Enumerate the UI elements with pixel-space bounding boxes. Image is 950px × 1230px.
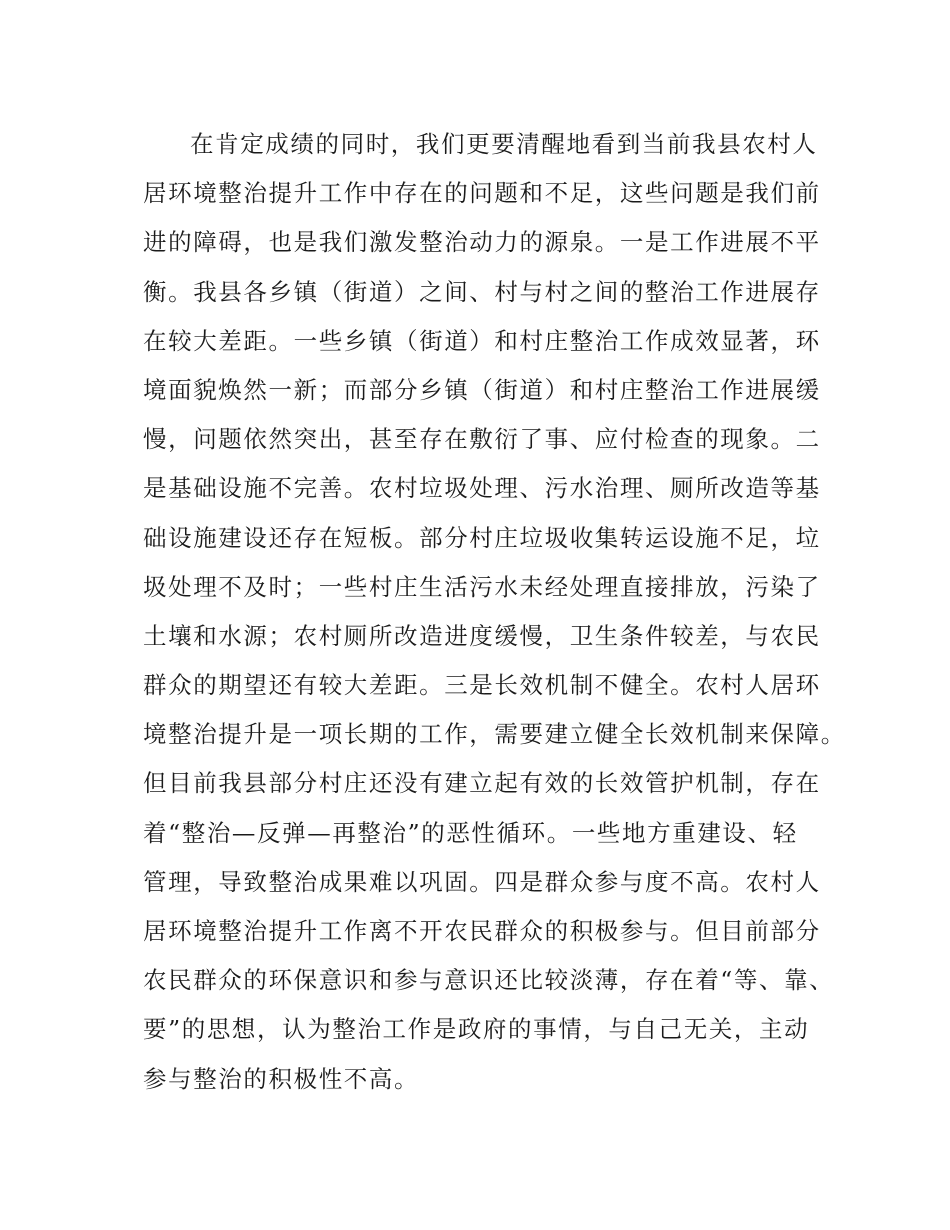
paragraph-line: 进的障碍，也是我们激发整治动力的源泉。一是工作进展不平	[143, 228, 821, 257]
paragraph-line: 圾处理不及时；一些村庄生活污水未经处理直接排放，污染了	[143, 572, 821, 601]
paragraph-line: 在较大差距。一些乡镇（街道）和村庄整治工作成效显著，环	[143, 326, 821, 355]
paragraph-line: 慢，问题依然突出，甚至存在敷衍了事、应付检查的现象。二	[143, 425, 821, 454]
body-paragraph	[143, 120, 846, 1104]
paragraph-line: 居环境整治提升工作离不开农民群众的积极参与。但目前部分	[143, 917, 821, 945]
paragraph-line: 着“整治—反弹—再整治”的恶性循环。一些地方重建设、轻	[143, 818, 798, 847]
paragraph-line: 境面貌焕然一新；而部分乡镇（街道）和村庄整治工作进展缓	[143, 375, 821, 404]
paragraph-line: 要”的思想，认为整治工作是政府的事情，与自己无关，主动	[143, 1015, 810, 1044]
paragraph-line: 土壤和水源；农村厕所改造进度缓慢，卫生条件较差，与农民	[143, 621, 821, 650]
paragraph-line: 农民群众的环保意识和参与意识还比较淡薄，存在着“等、靠、	[143, 966, 835, 995]
paragraph-line: 参与整治的积极性不高。	[143, 1064, 420, 1093]
paragraph-line: 群众的期望还有较大差距。三是长效机制不健全。农村人居环	[143, 671, 821, 700]
paragraph-line: 但目前我县部分村庄还没有建立起有效的长效管护机制，存在	[143, 769, 821, 798]
paragraph-line: 础设施建设还存在短板。部分村庄垃圾收集转运设施不足，垃	[143, 523, 821, 552]
paragraph-line: 在肯定成绩的同时，我们更要清醒地看到当前我县农村人	[190, 130, 818, 158]
paragraph-line: 是基础设施不完善。农村垃圾处理、污水治理、厕所改造等基	[143, 474, 821, 503]
paragraph-line: 境整治提升是一项长期的工作，需要建立健全长效机制来保障。	[143, 720, 846, 749]
paragraph-line: 衡。我县各乡镇（街道）之间、村与村之间的整治工作进展存	[143, 277, 821, 306]
paragraph-line: 居环境整治提升工作中存在的问题和不足，这些问题是我们前	[143, 179, 821, 208]
paragraph-line: 管理，导致整治成果难以巩固。四是群众参与度不高。农村人	[143, 867, 821, 896]
